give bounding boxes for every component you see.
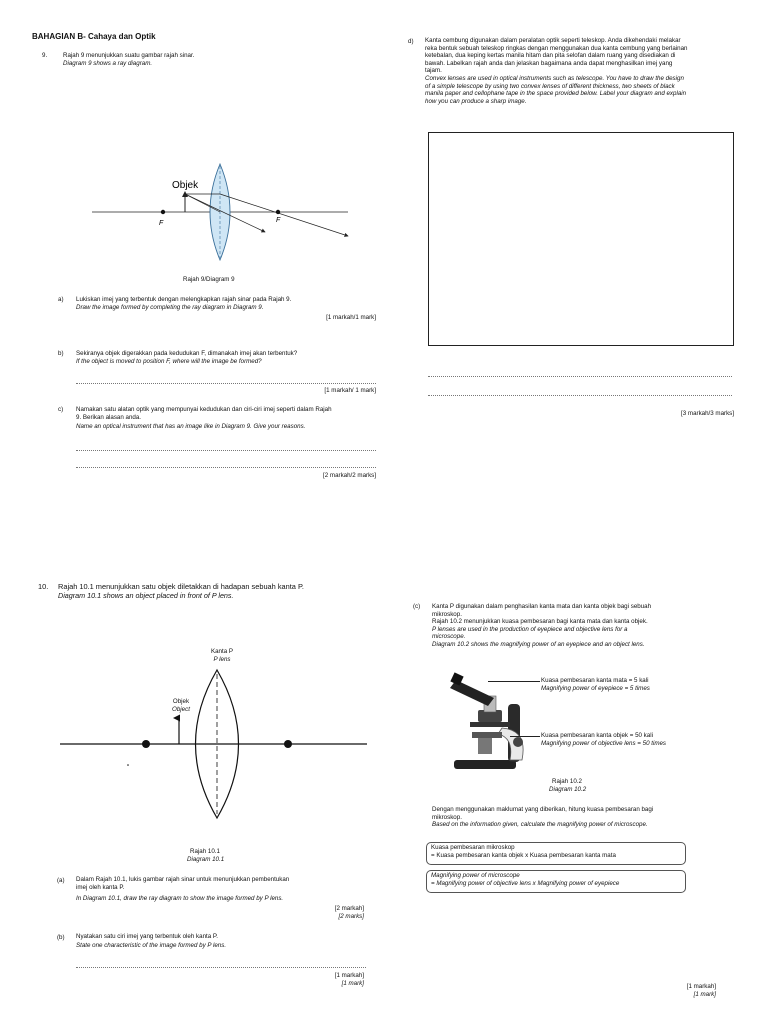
diagram-caption-en: Diagram 10.1 bbox=[187, 856, 225, 863]
part-text-ms: Lukiskan imej yang terbentuk dengan melengkapkan rajah sinar pada Rajah 9. bbox=[76, 296, 292, 303]
part-label: d) bbox=[408, 38, 414, 45]
microscope-image bbox=[448, 668, 548, 772]
focal-label-left: F bbox=[159, 220, 164, 227]
objective-pointer bbox=[510, 736, 540, 737]
part-text-en: State one characteristic of the image formed by P lens. bbox=[76, 942, 227, 949]
question-stem-en: Diagram 10.1 shows an object placed in front of P lens. bbox=[58, 591, 234, 600]
marks-ms: [2 markah] bbox=[334, 905, 364, 912]
ray-diagram-9 bbox=[80, 158, 360, 288]
question-stem-ms: Rajah 9 menunjukkan suatu gambar rajah sinar. bbox=[63, 52, 195, 59]
formula-box-ms: Kuasa pembesaran mikroskop = Kuasa pembesaran kanta objek x Kuasa pembesaran kanta mata bbox=[426, 842, 686, 865]
eyepiece-power-en: Magnifying power of eyepiece = 5 times bbox=[541, 685, 650, 692]
diagram-caption-en: Diagram 10.2 bbox=[549, 786, 587, 793]
part-text-ms: imej oleh kanta P. bbox=[76, 884, 125, 891]
focal-point-right bbox=[276, 210, 280, 214]
part-text-ms: Dalam Rajah 10.1, lukis gambar rajah sinar untuk menunjukkan pembentukan bbox=[76, 876, 290, 883]
part-label: (b) bbox=[57, 934, 65, 941]
marks-ms: [1 markah] bbox=[334, 972, 364, 979]
answer-line[interactable] bbox=[76, 966, 366, 968]
marks-en: [1 mark] bbox=[693, 991, 716, 998]
object-label: Objek bbox=[172, 180, 199, 191]
question-number: 9. bbox=[42, 52, 48, 59]
part-c-text: Kanta P digunakan dalam penghasilan kanta mata dan kanta objek bagi sebuah mikroskop. Rajah 10.2 menunjukkan kuasa pembesaran bagi kanta mata dan kanta objek. P lenses are used in the production of eyepiece and objective lens for a microscope. Diagram 10.2 shows the magnifying power of an eyepiece and an object lens. bbox=[432, 603, 652, 648]
part-label: c) bbox=[58, 406, 64, 413]
lens-label-en: P lens bbox=[213, 656, 231, 663]
part-text-ms: 9. Berikan alasan anda. bbox=[76, 414, 142, 421]
formula-box-en: Magnifying power of microscope = Magnifying power of objective lens x Magnifying power of eyepiece bbox=[426, 870, 686, 893]
answer-line[interactable] bbox=[76, 449, 376, 451]
part-text-en: If the object is moved to position F, where will the image be formed? bbox=[76, 358, 262, 365]
diagram-caption-ms: Rajah 10.2 bbox=[552, 778, 582, 785]
answer-line[interactable] bbox=[428, 375, 732, 377]
drawing-box[interactable] bbox=[428, 132, 734, 346]
marks-en: [2 marks] bbox=[338, 913, 364, 920]
part-label: (a) bbox=[57, 877, 65, 884]
question-stem-ms: Rajah 10.1 menunjukkan satu objek diletakkan di hadapan sebuah kanta P. bbox=[58, 582, 304, 591]
marks: [3 markah/3 marks] bbox=[681, 410, 734, 417]
question-number: 10. bbox=[38, 582, 49, 591]
marks-en: [1 mark] bbox=[341, 980, 364, 987]
eyepiece-pointer bbox=[488, 681, 540, 682]
objective-power-en: Magnifying power of objective lens = 50 times bbox=[541, 740, 667, 747]
answer-line[interactable] bbox=[428, 394, 732, 396]
marks: [2 markah/2 marks] bbox=[323, 472, 376, 479]
part-label: (c) bbox=[413, 603, 421, 610]
question-stem-en: Diagram 9 shows a ray diagram. bbox=[63, 60, 153, 67]
part-text-ms: Sekiranya objek digerakkan pada kedudukan F, dimanakah imej akan terbentuk? bbox=[76, 350, 298, 357]
focal-point-left bbox=[142, 740, 150, 748]
part-d-text: Kanta cembung digunakan dalam peralatan optik seperti teleskop. Anda dikehendaki melakar reka bentuk sebuah teleskop ringkas dengan menggunakan dua kanta cembung yang berlainan ketebalan, dua keping kertas manila hitam dan pita selofan dalam ruang yang disediakan di bawah. Labelkan rajah anda dan jelaskan bagaimana anda dapat menghasilkan imej yang tajam. Convex lenses are used in optical instruments such as telescope. You have to draw the design of a simple telescope by using two convex lenses of different thickness, two sheets of black manila paper and cellophane tape in the space provided below. Label your diagram and explain how you can produce a sharp image. bbox=[425, 37, 688, 105]
marks-ms: [1 markah] bbox=[686, 983, 716, 990]
part-text-ms: Nyatakan satu ciri imej yang terbentuk oleh kanta P. bbox=[76, 933, 218, 940]
instruction: Dengan menggunakan maklumat yang diberikan, hitung kuasa pembesaran bagi mikroskop. Based on the information given, calculate the magnifying power of microscope. bbox=[432, 806, 654, 829]
focal-point-right bbox=[284, 740, 292, 748]
diagram-caption-ms: Rajah 10.1 bbox=[190, 848, 220, 855]
part-label: b) bbox=[58, 350, 64, 357]
diagram-caption: Rajah 9/Diagram 9 bbox=[183, 276, 235, 283]
focal-point-left bbox=[161, 210, 165, 214]
objective-power-ms: Kuasa pembesaran kanta objek = 50 kali bbox=[541, 732, 653, 739]
part-label: a) bbox=[58, 296, 64, 303]
marks: [1 markah/ 1 mark] bbox=[324, 387, 376, 394]
part-text-ms: Namakan satu alatan optik yang mempunyai kedudukan dan ciri-ciri imej seperti dalam Rajah bbox=[76, 406, 332, 413]
marks: [1 markah/1 mark] bbox=[326, 314, 376, 321]
answer-line[interactable] bbox=[76, 382, 376, 384]
section-header: BAHAGIAN B- Cahaya dan Optik bbox=[32, 32, 156, 41]
answer-line[interactable] bbox=[76, 466, 376, 468]
part-text-en: Draw the image formed by completing the ray diagram in Diagram 9. bbox=[76, 304, 264, 311]
focal-label-right: F bbox=[276, 217, 281, 224]
eyepiece-power-ms: Kuasa pembesaran kanta mata = 5 kali bbox=[541, 677, 649, 684]
object-label-ms: Objek bbox=[172, 698, 190, 705]
ray-diagram-10-1 bbox=[55, 666, 375, 826]
object-label-en: Object bbox=[172, 706, 190, 713]
part-text-en: In Diagram 10.1, draw the ray diagram to show the image formed by P lens. bbox=[76, 895, 284, 902]
part-text-en: Name an optical instrument that has an image like in Diagram 9. Give your reasons. bbox=[76, 423, 306, 430]
lens-label-ms: Kanta P bbox=[210, 648, 234, 655]
